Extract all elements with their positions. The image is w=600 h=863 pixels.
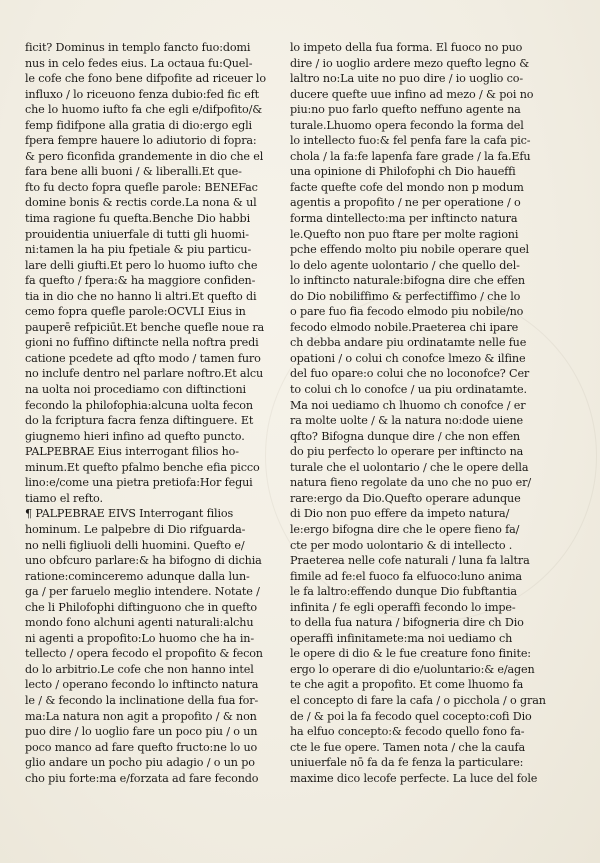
text-line: pauperē refpiciūt.Et benche quefle noue ra bbox=[25, 320, 265, 334]
text-line: del fuo opare:o colui che no loconofce? Cer bbox=[290, 367, 530, 381]
text-line: le:ergo bifogna dire che le opere fieno fa/ bbox=[290, 522, 520, 536]
text-line: le fa laltro:effendo dunque Dio fubftantia bbox=[290, 585, 517, 599]
text-line: opationi / o colui ch conofce lmezo & ilfine bbox=[290, 351, 526, 365]
text-line: ra molte uolte / & la natura no:dode uiene bbox=[290, 414, 524, 428]
text-line: na uolta noi procediamo con diftinctioni bbox=[25, 383, 246, 397]
text-line: lare delli giufti.Et pero lo huomo iufto che bbox=[25, 258, 258, 272]
text-line: tima ragione fu quefta.Benche Dio habbi bbox=[25, 212, 250, 226]
text-line: tia in dio che no hanno li altri.Et quefto di bbox=[25, 289, 257, 303]
text-line: fecondo la philofophia:alcuna uolta fecon bbox=[25, 398, 253, 412]
text-line: ma:La natura non agit a propofito / & non bbox=[25, 709, 257, 723]
text-line: lo intellecto fuo:& fel penfa fare la cafa pic- bbox=[290, 134, 531, 148]
text-line: fpera fempre hauere lo adiutorio di fopra: bbox=[25, 134, 257, 148]
text-line: cemo fopra quefle parole:OCVLI Eius in bbox=[25, 305, 246, 319]
text-line: rare:ergo da Dio.Quefto operare adunque bbox=[290, 491, 521, 505]
text-line: prouidentia uniuerfale di tutti gli huomi- bbox=[25, 227, 249, 241]
text-line: giugnemo hieri infino ad quefto puncto. bbox=[25, 429, 245, 443]
text-line: ratione:cominceremo adunque dalla lun- bbox=[25, 569, 250, 583]
text-line: femp fidifpone alla gratia di dio:ergo egli bbox=[25, 118, 252, 132]
text-line: el concepto di fare la cafa / o picchola / o gran bbox=[290, 693, 546, 707]
text-line: no inclufe dentro nel parlare noftro.Et alcu bbox=[25, 367, 264, 381]
text-line: uniuerfale nō fa da fe fenza la particulare: bbox=[290, 756, 524, 770]
text-line: lino:e/come una pietra pretiofa:Hor fegui bbox=[25, 476, 253, 490]
text-line: lo impeto della fua forma. El fuoco no puo bbox=[290, 41, 523, 54]
right-text-column bbox=[290, 40, 552, 786]
text-line: de / & poi la fa fecodo quel cocepto:cofi Dio bbox=[290, 709, 532, 723]
text-line: domine bonis & rectis corde.La nona & ul bbox=[25, 196, 257, 210]
text-line: ficit? Dominus in templo fancto fuo:domi bbox=[25, 41, 251, 54]
text-line: cho piu forte:ma e/forzata ad fare fecondo bbox=[25, 771, 259, 785]
text-line: do piu perfecto lo operare per inftincto na bbox=[290, 445, 524, 459]
text-line: ni agenti a propofito:Lo huomo che ha in- bbox=[25, 631, 254, 645]
text-line: che li Philofophi diftinguono che in quefto bbox=[25, 600, 258, 614]
text-line: qfto? Bifogna dunque dire / che non effen bbox=[290, 429, 520, 443]
text-line: infinita / fe egli operaffi fecondo lo impe- bbox=[290, 600, 516, 614]
text-line: lo inftincto naturale:bifogna dire che effen bbox=[290, 274, 525, 288]
text-line: ga / per faruelo meglio intendere. Notate / bbox=[25, 585, 260, 599]
text-line: agentis a propofito / ne per operatione / o bbox=[290, 196, 521, 210]
text-line: ¶ PALPEBRAE EIVS Interrogant filios bbox=[25, 507, 234, 521]
text-line: piu:no puo farlo quefto neffuno agente na bbox=[290, 103, 521, 117]
text-line: tellecto / opera fecodo el propofito & fecon bbox=[25, 647, 263, 661]
text-line: minum.Et quefto pfalmo benche efia picco bbox=[25, 460, 260, 474]
text-line: o pare fuo fia fecodo elmodo piu nobile/no bbox=[290, 305, 524, 319]
text-line: fecodo elmodo nobile.Praeterea chi ipare bbox=[290, 320, 519, 334]
text-line: to della fua natura / bifogneria dire ch Dio bbox=[290, 616, 524, 630]
text-line: gioni no fuffino diftincte nella noftra predi bbox=[25, 336, 259, 350]
text-line: fara bene alli buoni / & liberalli.Et que- bbox=[25, 165, 242, 179]
text-line: & pero ficonfida grandemente in dio che el bbox=[25, 149, 264, 163]
text-line: lo delo agente uolontario / che quello del- bbox=[290, 258, 520, 272]
text-line: le.Quefto non puo ftare per molte ragioni bbox=[290, 227, 519, 241]
text-line: le / & fecondo la inclinatione della fua for- bbox=[25, 693, 259, 707]
text-line: ha elfuo concepto:& fecodo quello fono fa- bbox=[290, 725, 525, 739]
text-line: catione pcedete ad qfto modo / tamen furo bbox=[25, 351, 261, 365]
text-line: Ma noi uediamo ch lhuomo ch conofce / er bbox=[290, 398, 526, 412]
text-line: fto fu decto fopra quefle parole: BENEFac bbox=[25, 180, 258, 194]
text-line: ergo lo operare di dio e/uoluntario:& e/agen bbox=[290, 662, 535, 676]
text-line: nus in celo fedes eius. La octaua fu:Quel- bbox=[25, 56, 253, 70]
left-text-column bbox=[25, 40, 279, 786]
text-line: chola / la fa:fe lapenfa fare grade / la fa.Efu bbox=[290, 149, 531, 163]
text-line: turale che el uolontario / che le opere della bbox=[290, 460, 529, 474]
text-line: mondo fono alchuni agenti naturali:alchu bbox=[25, 616, 254, 630]
text-line: facte quefte cofe del mondo non p modum bbox=[290, 180, 524, 194]
text-line: do Dio nobiliffimo & perfectiffimo / che lo bbox=[290, 289, 521, 303]
text-line: no nelli figliuoli delli huomini. Quefto e/ bbox=[25, 538, 245, 552]
text-line: glio andare un pocho piu adagio / o un po bbox=[25, 756, 255, 770]
text-line: le cofe che fono bene difpofite ad riceuer lo bbox=[25, 72, 266, 86]
text-line: natura fieno regolate da uno che no puo er/ bbox=[290, 476, 531, 490]
text-line: influxo / lo riceuono fenza dubio:fed fic eft bbox=[25, 87, 259, 101]
text-line: turale.Lhuomo opera fecondo la forma del bbox=[290, 118, 524, 132]
text-line: che lo huomo iufto fa che egli e/difpofito/& bbox=[25, 103, 263, 117]
text-line: Praeterea nelle cofe naturali / luna fa laltra bbox=[290, 554, 530, 568]
text-line: do lo arbitrio.Le cofe che non hanno intel bbox=[25, 662, 254, 676]
text-line: do la fcriptura facra fenza diftinguere. Et bbox=[25, 414, 254, 428]
text-line: di Dio non puo effere da impeto natura/ bbox=[290, 507, 510, 521]
text-line: laltro no:La uite no puo dire / io uoglio co- bbox=[290, 72, 523, 86]
text-line: PALPEBRAE Eius interrogant filios ho- bbox=[25, 445, 239, 459]
text-line: to colui ch lo conofce / ua piu ordinatamte. bbox=[290, 383, 527, 397]
text-line: cte le fue opere. Tamen nota / che la caufa bbox=[290, 740, 526, 754]
text-line: le opere di dio & le fue creature fono finite: bbox=[290, 647, 531, 661]
text-line: puo dire / lo uoglio fare un poco piu / o un bbox=[25, 725, 258, 739]
text-line: dire / io uoglio ardere mezo quefto legno & bbox=[290, 56, 530, 70]
text-line: una opinione di Philofophi ch Dio haueffi bbox=[290, 165, 516, 179]
text-line: ni:tamen la ha piu fpetiale & piu particu- bbox=[25, 243, 252, 257]
text-line: pche effendo molto piu nobile operare quel bbox=[290, 243, 529, 257]
text-line: fimile ad fe:el fuoco fa elfuoco:luno anima bbox=[290, 569, 522, 583]
text-line: cte per modo uolontario & di intellecto . bbox=[290, 538, 513, 552]
text-line: fa quefto / fpera:& ha maggiore confiden- bbox=[25, 274, 256, 288]
text-line: tiamo el refto. bbox=[25, 491, 103, 505]
text-line: lecto / operano fecondo lo inftincto natura bbox=[25, 678, 259, 692]
text-line: ch debba andare piu ordinatamte nelle fue bbox=[290, 336, 527, 350]
text-line: te che agit a propofito. Et come lhuomo fa bbox=[290, 678, 524, 692]
text-line: operaffi infinitamete:ma noi uediamo ch bbox=[290, 631, 513, 645]
text-line: forma dintellecto:ma per inftincto natura bbox=[290, 212, 518, 226]
text-line: maxime dico lecofe perfecte. La luce del fole bbox=[290, 771, 538, 785]
text-line: ducere quefte uue infino ad mezo / & poi no bbox=[290, 87, 534, 101]
text-line: poco manco ad fare quefto fructo:ne lo uo bbox=[25, 740, 258, 754]
text-line: hominum. Le palpebre di Dio rifguarda- bbox=[25, 522, 246, 536]
text-line: uno obfcuro parlare:& ha bifogno di dichia bbox=[25, 554, 262, 568]
